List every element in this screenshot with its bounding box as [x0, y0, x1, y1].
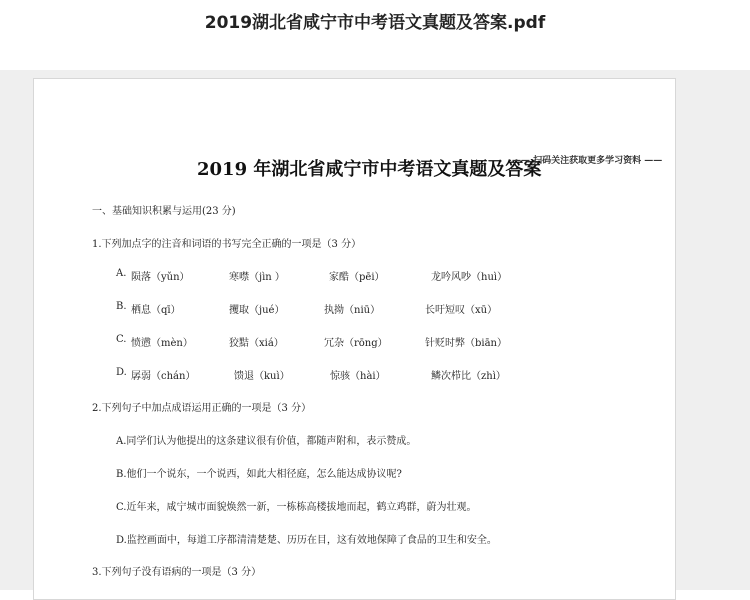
pdf-page [33, 78, 676, 600]
q1-option-item: 孱弱（chán） [131, 371, 196, 382]
q2-option: B.他们一个说东，一个说西，如此大相径庭，怎么能达成协议呢? [116, 469, 402, 480]
q1-option-item: 鳞次栉比（zhì） [431, 371, 506, 382]
q1-option-label: A. [116, 268, 127, 279]
q1-option-item: 寒噤（jìn ） [229, 272, 285, 283]
q1-option-label: D. [116, 367, 127, 378]
q1-option-item: 龙吟风吵（huì） [431, 272, 508, 283]
q1-option-item: 执拗（niū） [324, 305, 381, 316]
q1-option-item: 长吁短叹（xū） [425, 305, 498, 316]
question-3-stem: 3.下列句子没有语病的一项是（3 分） [92, 567, 262, 578]
q1-option-item: 惊骇（hài） [330, 371, 386, 382]
question-1-stem: 1.下列加点字的注音和词语的书写完全正确的一项是（3 分） [92, 239, 362, 250]
q1-option-item: 馈退（kuì） [234, 371, 290, 382]
q1-option-item: 栖息（qī） [131, 305, 181, 316]
q1-option-item: 冗杂（rōng） [324, 338, 388, 349]
section-heading: 一、基础知识积累与运用(23 分) [92, 206, 236, 217]
document-title: 2019 年湖北省咸宁市中考语文真题及答案 [197, 159, 542, 180]
q2-option: A.同学们认为他提出的这条建议很有价值，都随声附和，表示赞成。 [116, 436, 417, 447]
q1-option-item: 针贬时弊（biān） [425, 338, 508, 349]
q1-option-item: 家酷（pēi） [329, 272, 385, 283]
q1-option-item: 攫取（jué） [229, 305, 285, 316]
q1-option-label: C. [116, 334, 127, 345]
q2-option: C.近年来，咸宁城市面貌焕然一新，一栋栋高楼拔地而起，鹤立鸡群，蔚为壮观。 [116, 502, 477, 513]
question-2-stem: 2.下列句子中加点成语运用正确的一项是（3 分） [92, 403, 312, 414]
watermark-text: —— 扫码关注获取更多学习资料 —— [512, 156, 663, 166]
file-title: 2019湖北省咸宁市中考语文真题及答案.pdf [204, 13, 546, 33]
q1-option-item: 愤懑（mèn） [131, 338, 193, 349]
q2-option: D.监控画面中，每道工序都清清楚楚、历历在目，这有效地保障了食品的卫生和安全。 [116, 535, 497, 546]
q1-option-label: B. [116, 301, 127, 312]
title-bar [0, 0, 750, 70]
q1-option-item: 陨落（yǔn） [131, 272, 190, 283]
pdf-viewer[interactable] [0, 70, 750, 590]
q1-option-item: 狡黠（xiá） [229, 338, 284, 349]
